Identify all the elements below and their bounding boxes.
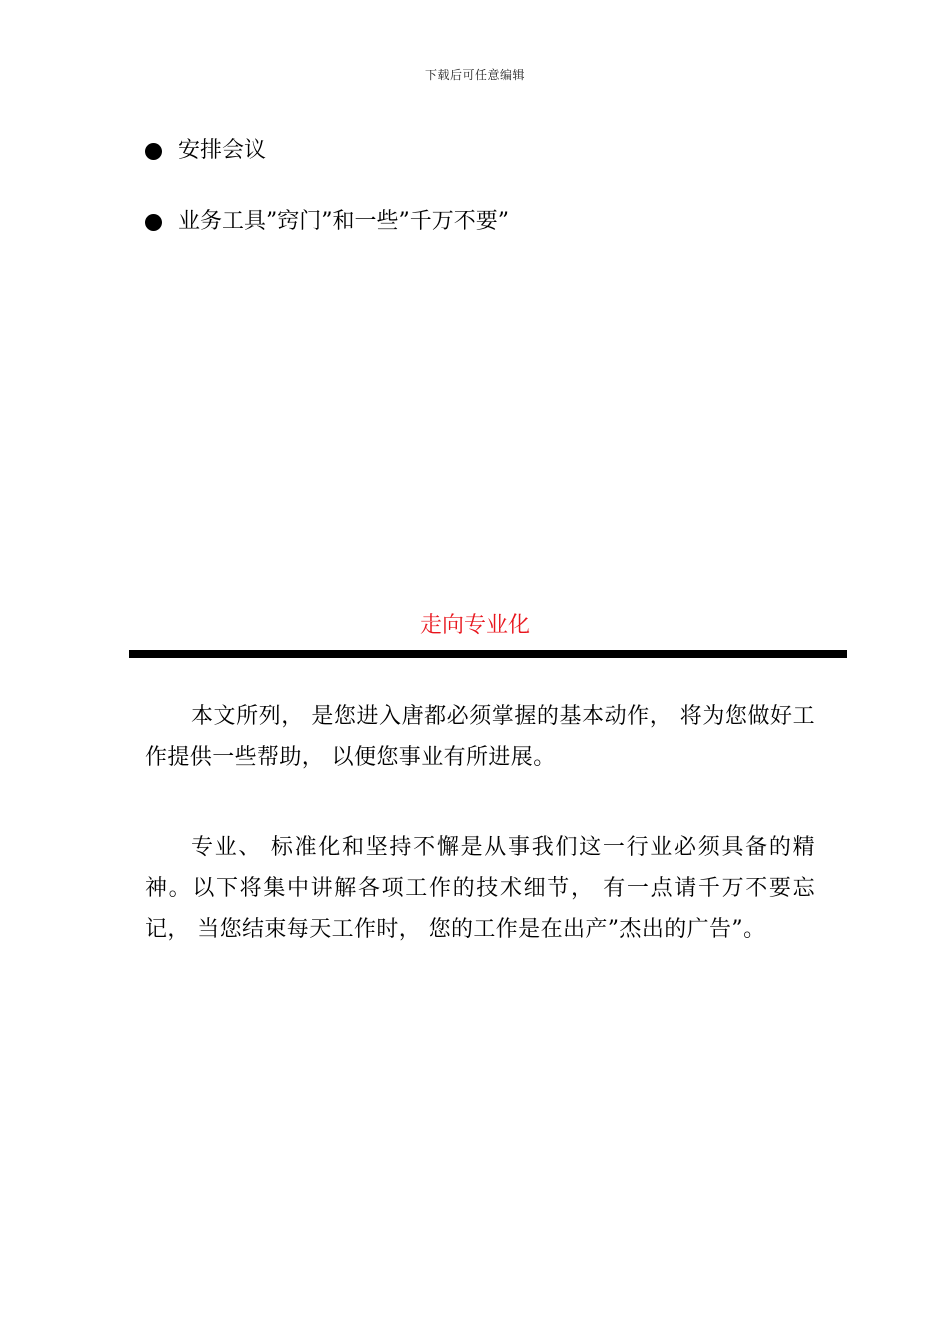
bullet-label: 安排会议	[178, 138, 267, 163]
intro-paragraph: 本文所列， 是您进入唐都必须掌握的基本动作， 将为您做好工作提供一些帮助， 以便您事业有所进展。	[145, 704, 815, 770]
page-header-note: 下载后可任意编辑	[424, 68, 525, 82]
section-divider	[129, 650, 847, 658]
bullet-item-arrange-meeting	[145, 136, 266, 166]
bullet-item-business-tools	[145, 207, 509, 237]
section-title: 走向专业化	[419, 613, 530, 638]
bullet-dot-icon	[145, 214, 162, 231]
bullet-label: 业务工具”窍门”和一些”千万不要”	[178, 209, 509, 234]
bullet-dot-icon	[145, 143, 162, 160]
spirit-paragraph: 专业、 标准化和坚持不懈是从事我们这一行业必须具备的精神。以下将集中讲解各项工作的技术细节， 有一点请千万不要忘记， 当您结束每天工作时， 您的工作是在出产”杰出的广告”。	[145, 835, 815, 942]
